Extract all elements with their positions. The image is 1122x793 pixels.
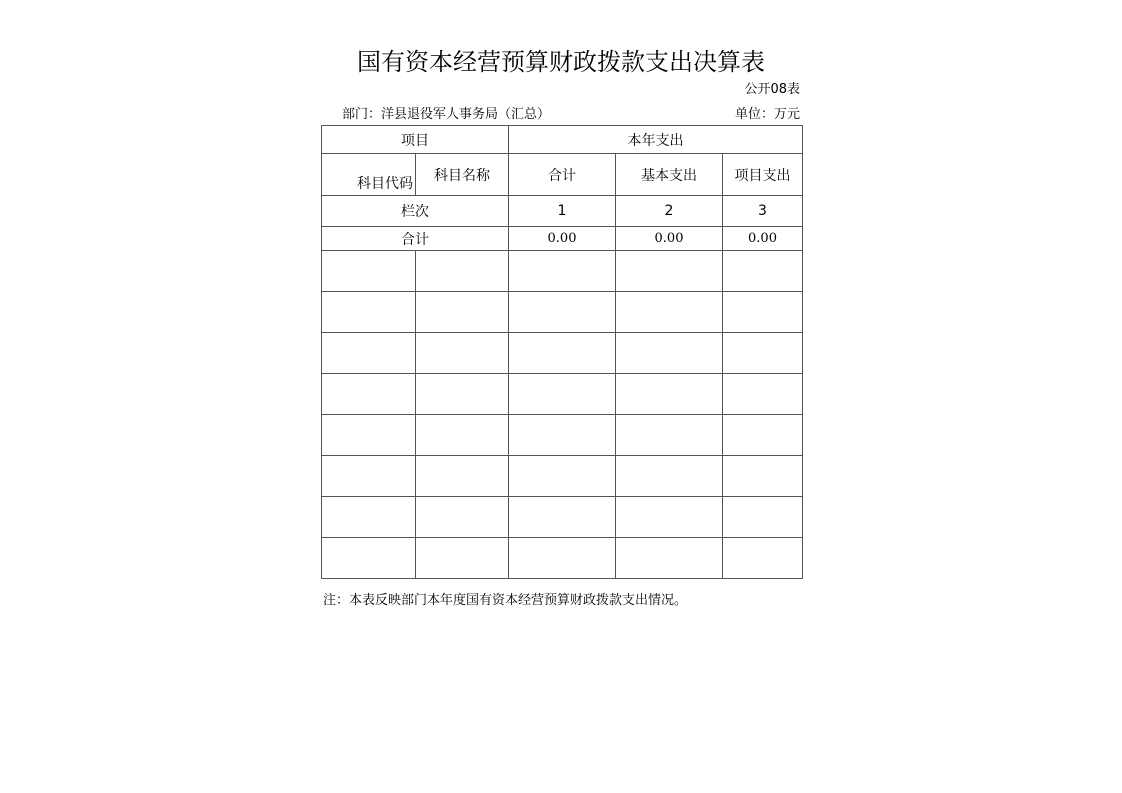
form-number: 公开08表 — [744, 82, 800, 97]
header-subject-code: 科目代码 — [322, 154, 416, 196]
column-number-3: 3 — [723, 196, 803, 227]
header-current-year: 本年支出 — [509, 126, 803, 154]
table-row — [322, 333, 803, 374]
table-cell — [322, 497, 416, 538]
header-basic: 基本支出 — [616, 154, 723, 196]
table-cell — [723, 415, 803, 456]
total-row — [322, 227, 803, 251]
total-value: 0.00 — [509, 227, 616, 251]
footnote: 注：本表反映部门本年度国有资本经营预算财政拨款支出情况。 — [323, 593, 688, 608]
table-cell — [322, 538, 416, 579]
column-number-row — [322, 196, 803, 227]
table-row — [322, 251, 803, 292]
table-cell — [616, 333, 723, 374]
header-total: 合计 — [509, 154, 616, 196]
table-cell — [322, 292, 416, 333]
column-number-label: 栏次 — [322, 196, 509, 227]
table-cell — [723, 333, 803, 374]
table-cell — [723, 251, 803, 292]
header-project-exp: 项目支出 — [723, 154, 803, 196]
table-cell — [616, 251, 723, 292]
table-row — [322, 292, 803, 333]
table-row — [322, 415, 803, 456]
table-cell — [509, 538, 616, 579]
table-cell — [322, 456, 416, 497]
table-cell — [416, 456, 509, 497]
expenditure-table — [321, 125, 803, 579]
table-cell — [322, 251, 416, 292]
total-label: 合计 — [322, 227, 509, 251]
table-cell — [616, 456, 723, 497]
table-cell — [616, 292, 723, 333]
table-row — [322, 538, 803, 579]
table-cell — [509, 497, 616, 538]
table-cell — [416, 251, 509, 292]
table-cell — [616, 538, 723, 579]
table-cell — [616, 415, 723, 456]
unit-label: 单位：万元 — [734, 107, 800, 122]
table-cell — [416, 415, 509, 456]
table-cell — [416, 374, 509, 415]
project-exp-value: 0.00 — [723, 227, 803, 251]
table-cell — [509, 415, 616, 456]
header-row-1 — [322, 126, 803, 154]
table-cell — [509, 292, 616, 333]
basic-value: 0.00 — [616, 227, 723, 251]
table-cell — [416, 497, 509, 538]
table-cell — [509, 456, 616, 497]
header-row-2 — [322, 154, 803, 196]
table-cell — [616, 374, 723, 415]
report-title: 国有资本经营预算财政拨款支出决算表 — [357, 48, 765, 76]
table-cell — [416, 333, 509, 374]
table-cell — [416, 292, 509, 333]
table-row — [322, 374, 803, 415]
table-cell — [509, 333, 616, 374]
table-cell — [322, 415, 416, 456]
column-number-1: 1 — [509, 196, 616, 227]
table-cell — [616, 497, 723, 538]
header-project: 项目 — [322, 126, 509, 154]
table-cell — [723, 292, 803, 333]
table-row — [322, 456, 803, 497]
table-cell — [723, 374, 803, 415]
table-cell — [509, 374, 616, 415]
column-number-2: 2 — [616, 196, 723, 227]
table-cell — [416, 538, 509, 579]
table-cell — [723, 456, 803, 497]
table-cell — [723, 538, 803, 579]
table-cell — [322, 333, 416, 374]
table-cell — [509, 251, 616, 292]
table-row — [322, 497, 803, 538]
table-cell — [322, 374, 416, 415]
header-subject-name: 科目名称 — [416, 154, 509, 196]
department-label: 部门：洋县退役军人事务局（汇总） — [342, 107, 551, 122]
table-cell — [723, 497, 803, 538]
